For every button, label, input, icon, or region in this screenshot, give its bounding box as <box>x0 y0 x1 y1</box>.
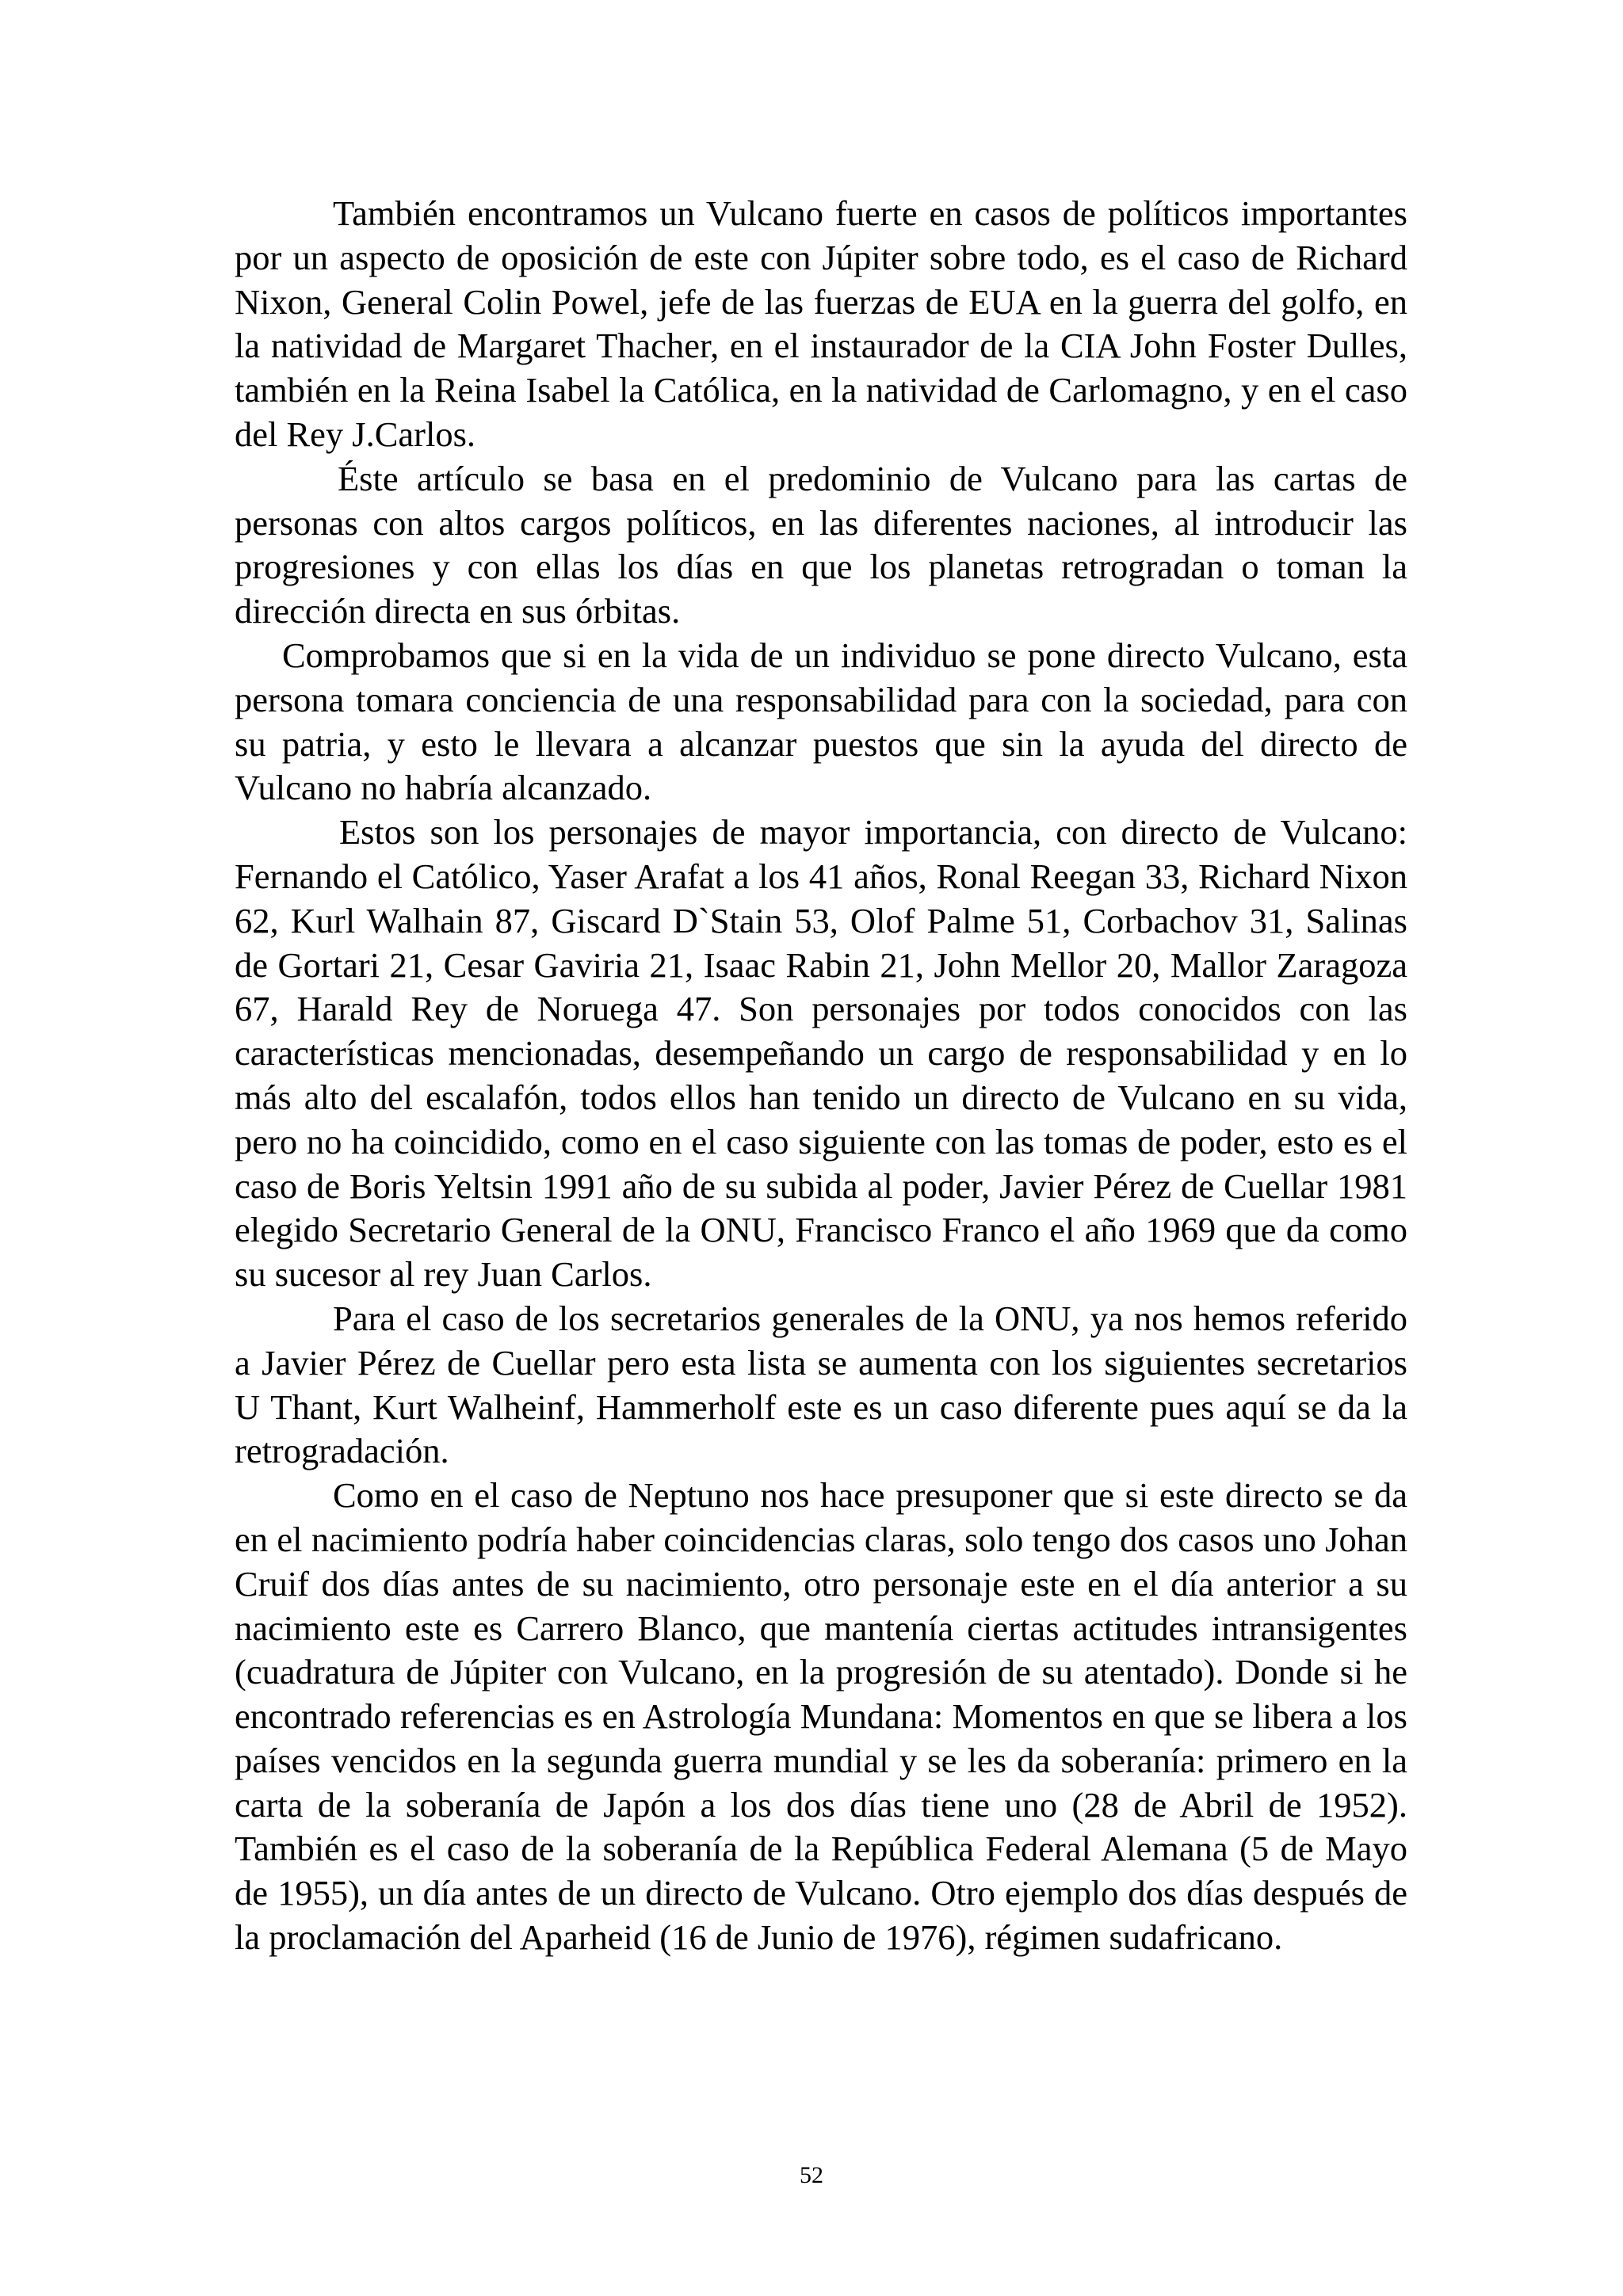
paragraph-1: También encontramos un Vulcano fuerte en casos de políticos importantes por un aspecto de oposición de este con Júpiter sobre todo, es el caso de Richard Nixon, General Colin Powel, jefe de las fuerzas de EUA en la guerra del golfo, en la natividad de Margaret Thacher, en el instaurador de la CIA John Foster Dulles, también en la Reina Isabel la Católica, en la natividad de Carlomagno, y en el caso del Rey J.Carlos. <box>235 193 1407 454</box>
paragraph-5: Para el caso de los secretarios generales de la ONU, ya nos hemos referido a Javier Pérez de Cuellar pero esta lista se aumenta con los siguientes secretarios U Thant, Kurt Walheinf, Hammerholf este es un caso diferente pues aquí se da la retrogradación. <box>235 1298 1407 1471</box>
document-body <box>235 192 1407 1960</box>
paragraph-4: Estos son los personajes de mayor importancia, con directo de Vulcano: Fernando el Católico, Yaser Arafat a los 41 años, Ronal Reegan 33, Richard Nixon 62, Kurl Walhain 87, Giscard D`Stain 53, Olof Palme 51, Corbachov 31, Salinas de Gortari 21, Cesar Gaviria 21, Isaac Rabin 21, John Mellor 20, Mallor Zaragoza 67, Harald Rey de Noruega 47. Son personajes por todos conocidos con las características mencionadas, desempeñando un cargo de responsabilidad y en lo más alto del escalafón, todos ellos han tenido un directo de Vulcano en su vida, pero no ha coincidido, como en el caso siguiente con las tomas de poder, esto es el caso de Boris Yeltsin 1991 año de su subida al poder, Javier Pérez de Cuellar 1981 elegido Secretario General de la ONU, Francisco Franco el año 1969 que da como su sucesor al rey Juan Carlos. <box>235 812 1407 1295</box>
paragraph-6: Como en el caso de Neptuno nos hace presuponer que si este directo se da en el nacimiento podría haber coincidencias claras, solo tengo dos casos uno Johan Cruif dos días antes de su nacimiento, otro personaje este en el día anterior a su nacimiento este es Carrero Blanco, que mantenía ciertas actitudes intransigentes (cuadratura de Júpiter con Vulcano, en la progresión de su atentado). Donde si he encontrado referencias es en Astrología Mundana: Momentos en que se libera a los países vencidos en la segunda guerra mundial y se les da soberanía: primero en la carta de la soberanía de Japón a los dos días tiene uno (28 de Abril de 1952). También es el caso de la soberanía de la República Federal Alemana (5 de Mayo de 1955), un día antes de un directo de Vulcano. Otro ejemplo dos días después de la proclamación del Aparheid (16 de Junio de 1976), régimen sudafricano. <box>235 1475 1407 1958</box>
page-number: 52 <box>800 2162 823 2188</box>
paragraph-2: Éste artículo se basa en el predominio de Vulcano para las cartas de personas con altos cargos políticos, en las diferentes naciones, al introducir las progresiones y con ellas los días en que los planetas retrogradan o toman la dirección directa en sus órbitas. <box>235 458 1407 631</box>
paragraph-3: Comprobamos que si en la vida de un individuo se pone directo Vulcano, esta persona tomara conciencia de una responsabilidad para con la sociedad, para con su patria, y esto le llevara a alcanzar puestos que sin la ayuda del directo de Vulcano no habría alcanzado. <box>235 635 1407 808</box>
